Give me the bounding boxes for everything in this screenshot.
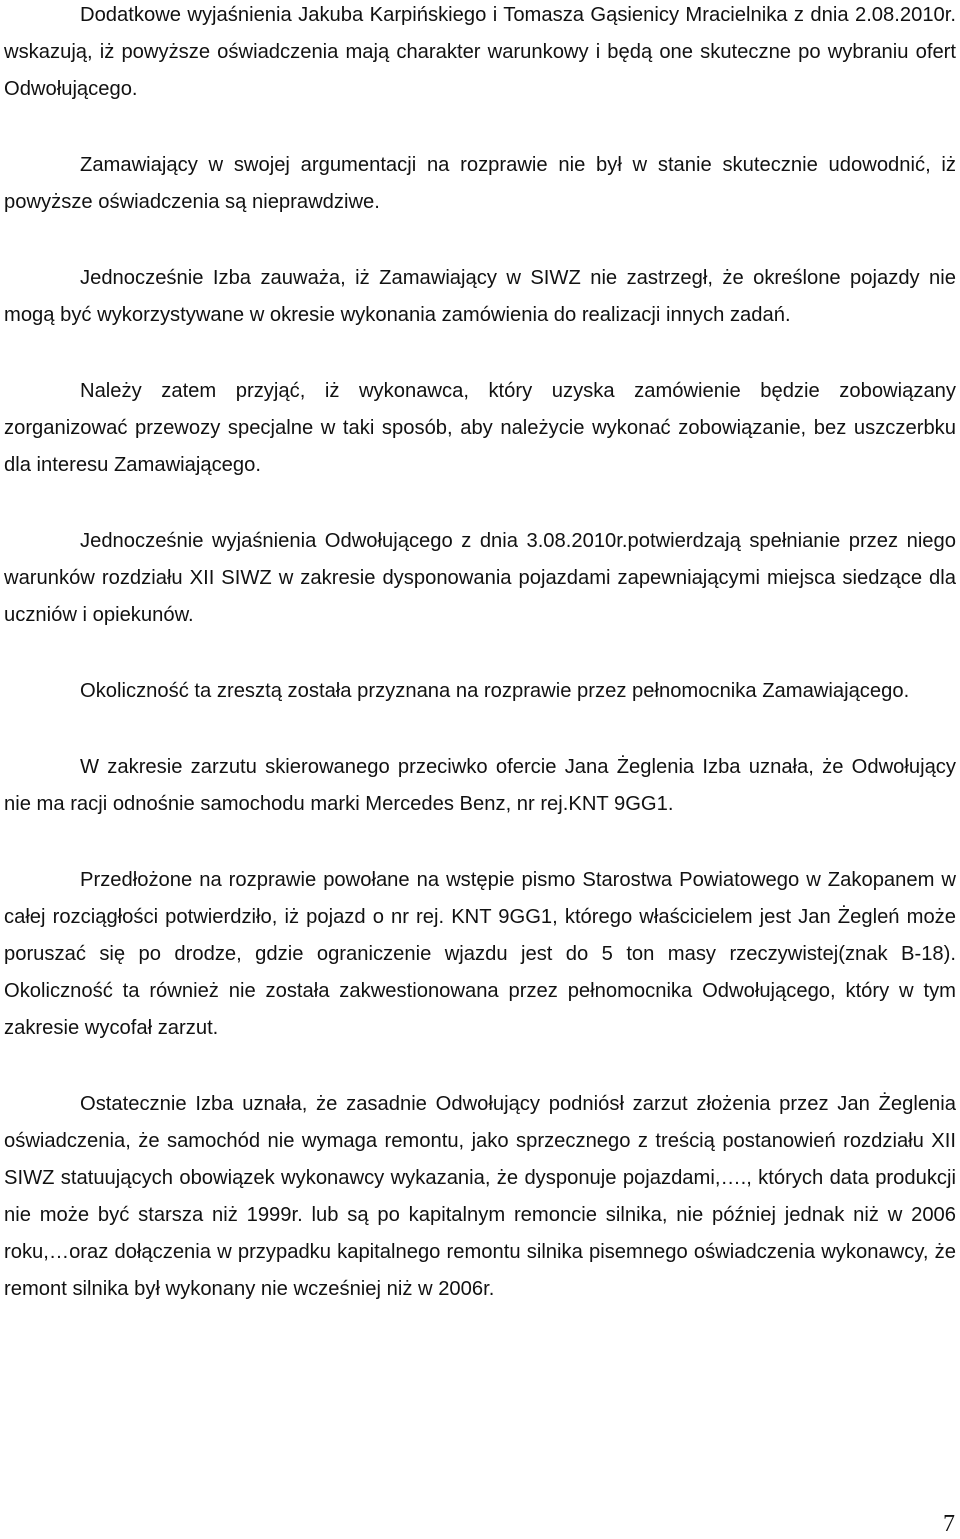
paragraph-explanations: Jednocześnie wyjaśnienia Odwołującego z dnia 3.08.2010r.potwierdzają spełnianie przez niego warunków rozdziału XII SIWZ w zakresie dysponowania pojazdami zapewniającymi miejsca siedzące dla uczniów i opiekunów. — [4, 530, 956, 626]
paragraph-acknowledgement: Okoliczność ta zresztą została przyznana na rozprawie przez pełnomocnika Zamawiającego. — [80, 680, 910, 702]
paragraph-zeglen-offer: W zakresie zarzutu skierowanego przeciwko ofercie Jana Żeglenia Izba uznała, że Odwołujący nie ma racji odnośnie samochodu marki Mercedes Benz, nr rej.KNT 9GG1. — [4, 756, 956, 815]
page-number: 7 — [943, 1511, 955, 1537]
paragraph-contractor-obligation: Należy zatem przyjąć, iż wykonawca, który uzyska zamówienie będzie zobowiązany zorganizować przewozy specjalne w taki sposób, aby należycie wykonać zobowiązanie, bez uszczerbku dla interesu Zamawiającego. — [4, 380, 956, 476]
paragraph-conditional-statements: Dodatkowe wyjaśnienia Jakuba Karpińskiego i Tomasza Gąsienicy Mracielnika z dnia 2.08.2010r. wskazują, iż powyższe oświadczenia mają charakter warunkowy i będą one skuteczne po wybraniu ofert Odwołującego. — [4, 4, 956, 100]
paragraph-final-decision: Ostatecznie Izba uznała, że zasadnie Odwołujący podniósł zarzut złożenia przez Jan Żeglenia oświadczenia, że samochód nie wymaga remontu, jako sprzecznego z treścią postanowień rozdziału XII SIWZ statuujących obowiązek wykonawcy wykazania, że dysponuje pojazdami,…., których data produkcji nie może być starsza niż 1999r. lub są po kapitalnym remoncie silnika, nie później jednak niż w 2006 roku,…oraz dołączenia w przypadku kapitalnego remontu silnika pisemnego oświadczenia wykonawcy, że remont silnika był wykonany nie wcześniej niż w 2006r. — [4, 1093, 956, 1300]
paragraph-vehicles-restriction: Jednocześnie Izba zauważa, iż Zamawiający w SIWZ nie zastrzegł, że określone pojazdy nie mogą być wykorzystywane w okresie wykonania zamówienia do realizacji innych zadań. — [4, 267, 956, 326]
paragraph-starostwo-letter: Przedłożone na rozprawie powołane na wstępie pismo Starostwa Powiatowego w Zakopanem w całej rozciągłości potwierdziło, iż pojazd o nr rej. KNT 9GG1, którego właścicielem jest Jan Żegleń może poruszać się po drodze, gdzie ograniczenie wjazdu jest do 5 ton masy rzeczywistej(znak B-18). Okoliczność ta również nie została zakwestionowana przez pełnomocnika Odwołującego, który w tym zakresie wycofał zarzut. — [4, 869, 956, 1039]
paragraph-argumentation: Zamawiający w swojej argumentacji na rozprawie nie był w stanie skutecznie udowodnić, iż powyższe oświadczenia są nieprawdziwe. — [4, 154, 956, 213]
document-body — [4, 0, 956, 1308]
